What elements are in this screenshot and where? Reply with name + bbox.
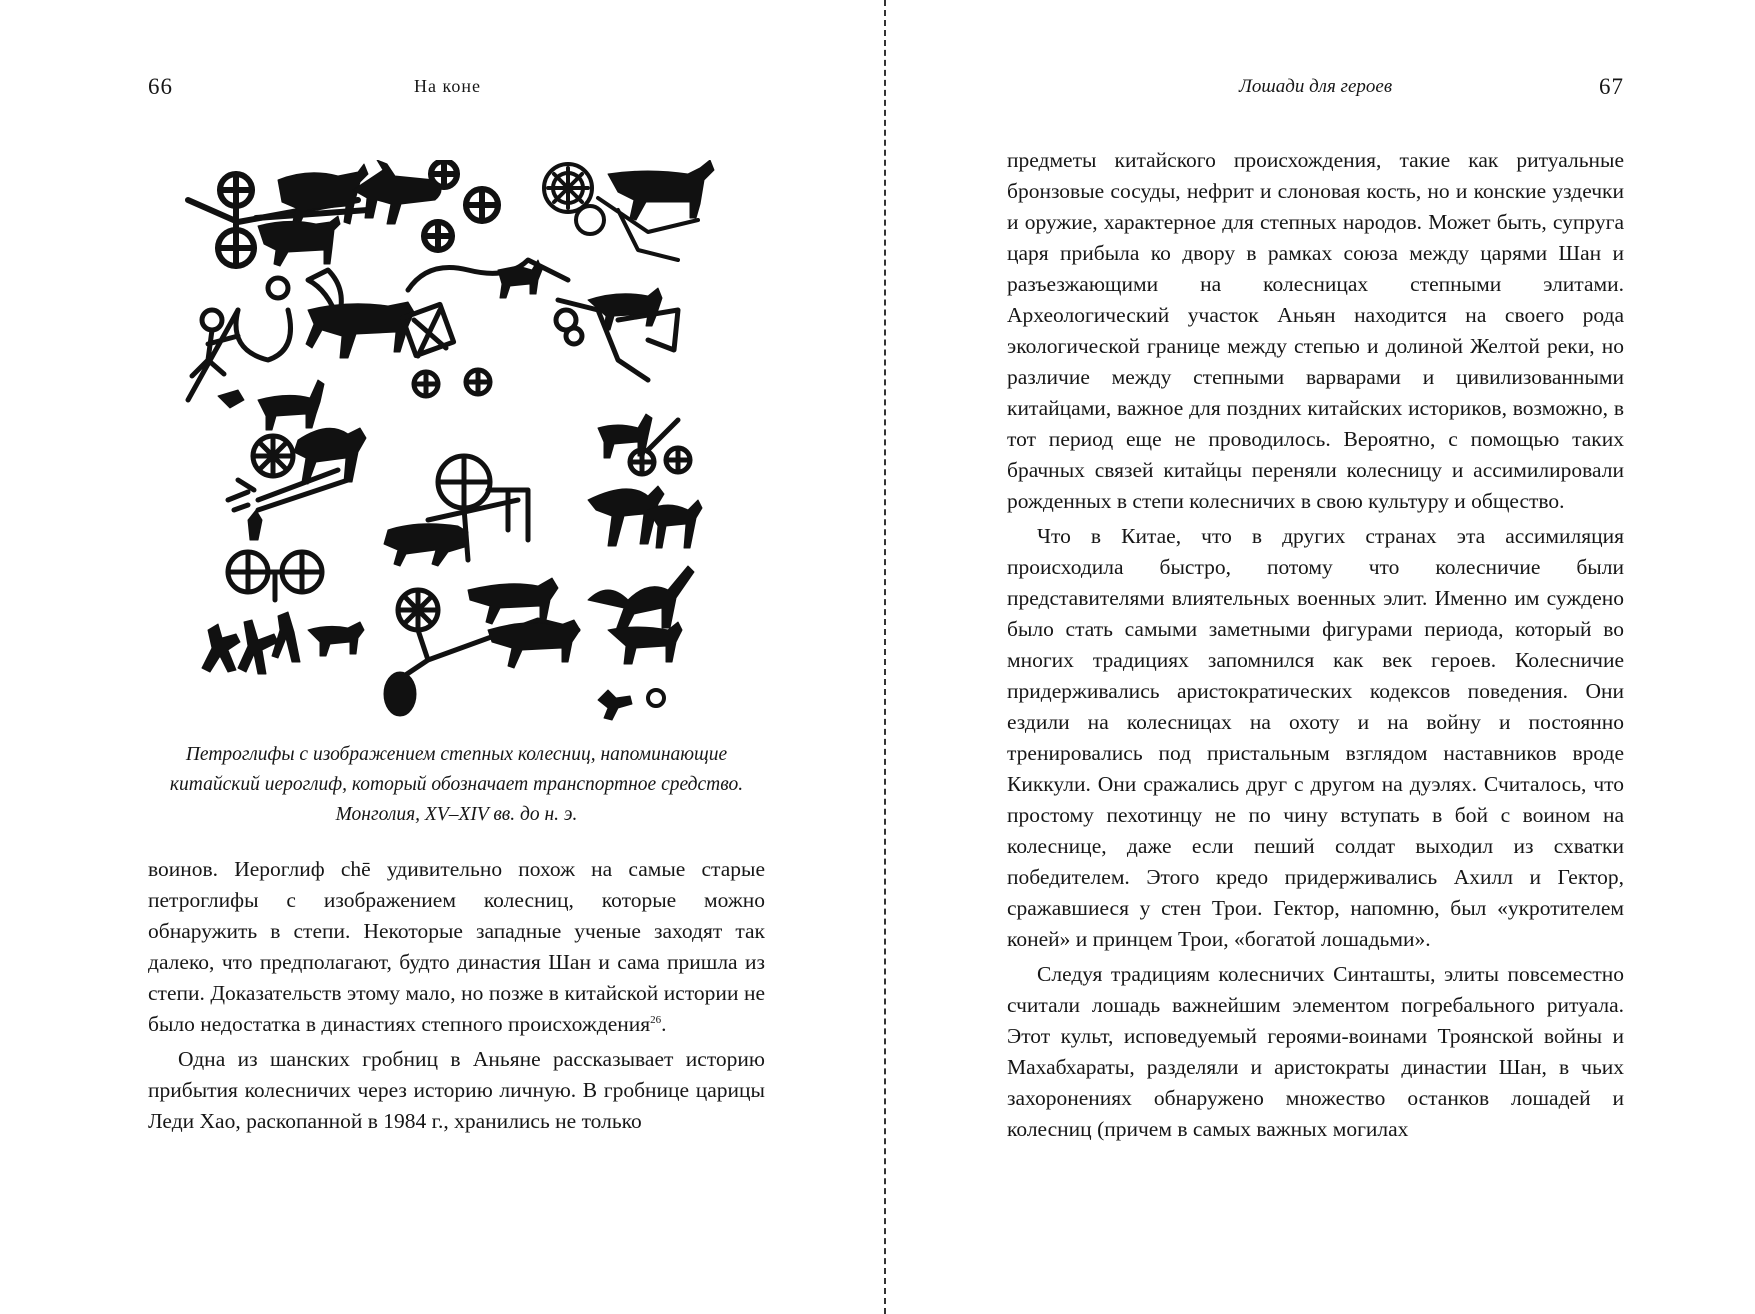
- figure-glyph-1: [248, 510, 262, 540]
- left-page: [148, 0, 765, 1314]
- archer-glyph: [218, 390, 244, 408]
- chariot-glyph-8: [228, 552, 322, 600]
- paragraph-text: воинов. Иероглиф chē удивительно похож на самые старые петроглифы с изображением колесниц, которые можно обнаружить в степи. Некоторые западные ученые заходят так далеко, что предполагают, будто династия Шан и сама пришла из степи. Доказательств этому мало, но позже в китайской истории не было недостатка в династиях степного происхождения: [148, 857, 765, 1036]
- right-running-head: Лошади для героев: [1239, 76, 1393, 97]
- deer-glyph-1: [258, 380, 324, 430]
- right-page-number: 67: [1599, 74, 1624, 99]
- right-body-text: [1007, 145, 1624, 1145]
- paragraph: Что в Китае, что в других странах эта ассимиляция происходила быстро, потому что колесничие были представителями влиятельных военных элит. Именно им суждено было стать самыми заметными фигурами периода, который во многих традициях запомнился как век героев. Колесничие придерживались аристократических кодексов поведения. Они ездили на колесницах на охоту и на войну и постоянно тренировались под пристальным взглядом наставников вроде Киккули. Они сражались друг с другом на дуэлях. Считалось, что простому пехотинцу не по чину вступать в бой с воином на колеснице, даже если пеший солдат выходил из схватки победителем. Этого кредо придерживались Ахилл и Гектор, сражавшиеся у стен Трои. Гектор, напомню, был «укротителем коней» и принцем Трои, «богатой лошадьми».: [1007, 524, 1624, 951]
- caption-line: китайский иероглиф, который обозначает транспортное средство.: [169, 774, 744, 795]
- blob-glyph: [384, 672, 416, 716]
- cart-glyph: [402, 260, 568, 396]
- horse-glyph-2: [258, 216, 340, 266]
- horse-glyph-5: [306, 302, 414, 358]
- footnote-ref: 26: [650, 1013, 662, 1026]
- paragraph: Следуя традициям колесничих Синташты, элиты повсеместно считали лошадь важнейшим элементом погребального ритуала. Этот культ, исповедуемый героями-воинами Троянской войны и Махабхараты, разделяли и аристократы династии Шан, в чьих захоронениях обнаружено множество останков лошадей и колесниц (причем в самых важных могилах: [1007, 962, 1624, 1141]
- right-running-header: [1007, 74, 1624, 114]
- horse-glyph-7: [588, 288, 662, 330]
- figure-glyph-2: [598, 690, 632, 720]
- warrior-bow-glyph: [188, 278, 291, 400]
- chariot-glyph-2: [424, 161, 498, 250]
- horse-glyph-4: [608, 160, 714, 220]
- small-wheel-glyph: [648, 690, 664, 706]
- horse-glyph-14: [608, 622, 682, 664]
- left-running-head: На коне: [414, 76, 481, 96]
- petroglyph-illustration: [178, 160, 738, 725]
- right-page: [1007, 0, 1624, 1314]
- paragraph: предметы китайского происхождения, такие как ритуальные бронзовые сосуды, нефрит и слоновая кость, но и конские уздечки и оружие, характерное для степных народов. Может быть, супруга царя прибыла ко двору в рамках союза между царями Шан и разъезжающими на колесницах степными элитами. Археологический участок Аньян находится на своего рода экологической границе между степью и долиной Желтой реки, но различие между степными варварами и цивилизованными китайцами, важное для поздних китайских историков, возможно, в тот период еще не проводилось. Вероятно, с помощью таких брачных связей китайцы переняли колесницу и ассимилировали рожденных в степи колесничих в свою культуру и общество.: [1007, 148, 1624, 513]
- figure-caption: [148, 740, 765, 830]
- left-page-number: 66: [148, 74, 173, 99]
- horse-glyph-11: [648, 500, 702, 548]
- horse-glyph-12: [468, 578, 558, 624]
- paragraph: Одна из шанских гробниц в Аньяне рассказывает историю прибытия колесничих через историю личную. В гробнице царицы Леди Хао, раскопанной в 1984 г., хранились не только: [148, 1047, 765, 1133]
- caption-line: Монголия, XV–XIV вв. до н. э.: [335, 804, 578, 825]
- page-fold-divider: [884, 0, 886, 1314]
- petroglyph-figure: [178, 160, 738, 725]
- horse-glyph-9: [384, 524, 468, 566]
- caption-line: Петроглифы с изображением степных колесниц, напоминающие: [185, 744, 728, 765]
- paragraph-end: .: [661, 1012, 667, 1036]
- paragraph: [148, 854, 765, 1040]
- human-figures-glyph: [202, 612, 300, 674]
- horse-glyph-13: [488, 620, 580, 668]
- left-body-text: [148, 854, 765, 1137]
- dog-glyph: [308, 622, 364, 656]
- left-running-header: [148, 74, 765, 114]
